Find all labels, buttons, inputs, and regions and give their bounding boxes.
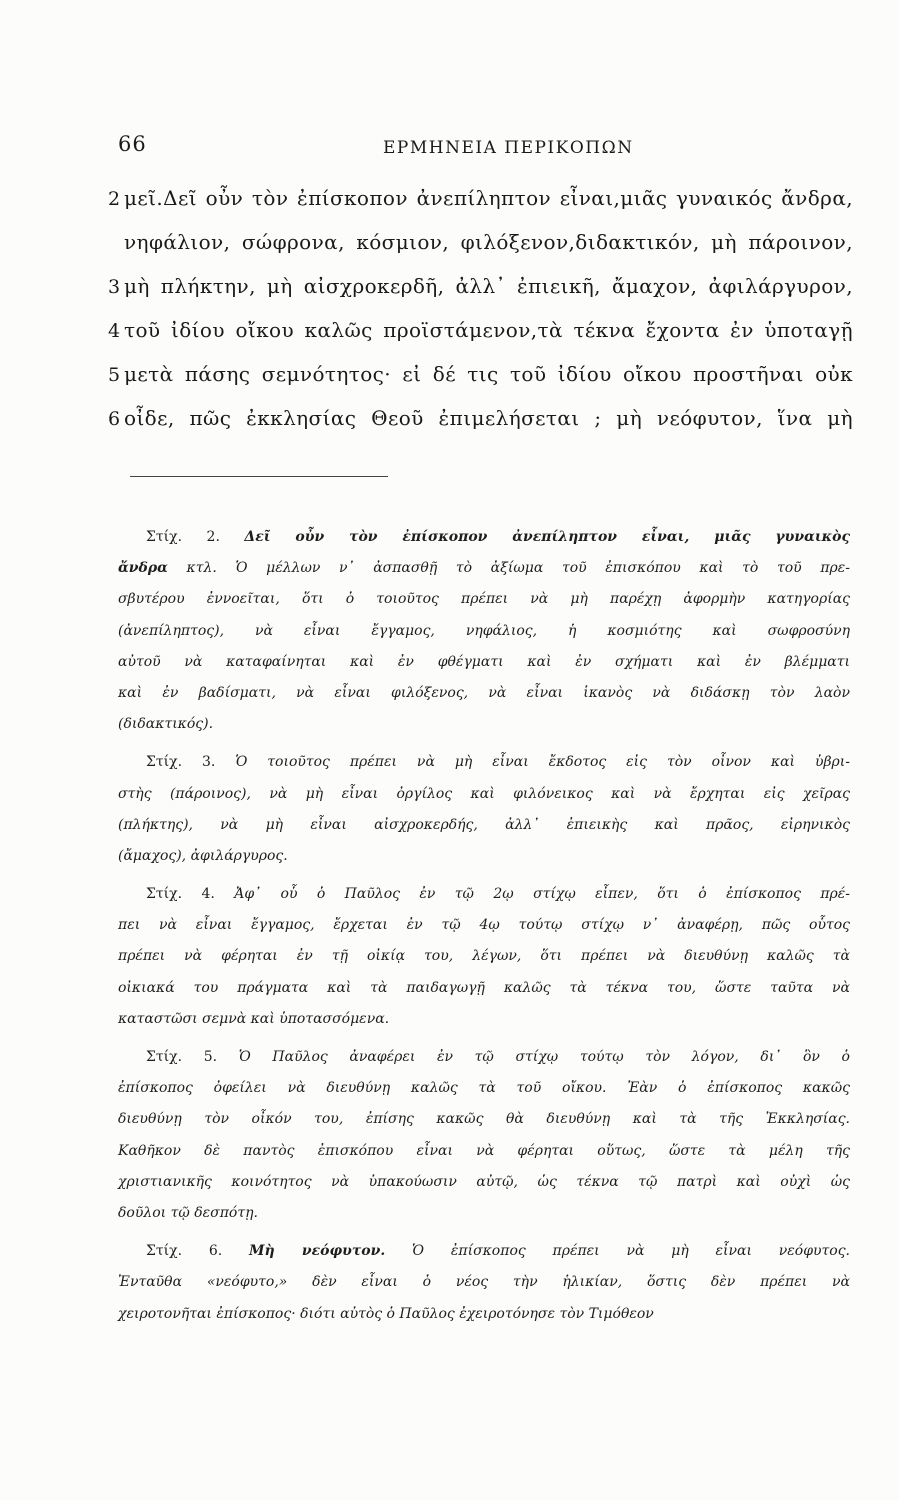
- scripture-line: [108, 318, 853, 362]
- commentary-text: καταστῶσι σεμνὰ καὶ ὑποτασσόμενα.: [118, 1010, 390, 1027]
- commentary-text: δοῦλοι τῷ δεσπότῃ.: [118, 1204, 258, 1221]
- commentary-text: πει νὰ εἶναι ἔγγαμος, ἔρχεται ἐν τῷ 4ῳ τούτῳ στίχῳ ν᾽ ἀναφέρῃ, πῶς οὗτος: [118, 917, 850, 934]
- commentary-text: ἐπίσκοπος ὀφείλει νὰ διευθύνῃ καλῶς τὰ τοῦ οἴκου. Ἐὰν ὁ ἐπίσκοπος κακῶς: [118, 1080, 850, 1097]
- commentary-text: (ἄμαχος), ἀφιλάργυρος.: [118, 847, 288, 864]
- commentary-text: Ἀφ᾽ οὗ ὁ Παῦλος ἐν τῷ 2ῳ στίχῳ εἶπεν, ὅτι ὁ ἐπίσκοπος πρέ-: [234, 886, 851, 903]
- commentary-line: [118, 1104, 850, 1135]
- commentary-text: καὶ ἐν βαδίσματι, νὰ εἶναι φιλόξενος, νὰ εἶναι ἱκανὸς νὰ διδάσκῃ τὸν λαὸν: [118, 684, 850, 701]
- commentary-text: (διδακτικός).: [118, 716, 214, 733]
- commentary-text: κτλ. Ὁ μέλλων ν᾽ ἀσπασθῇ τὸ ἀξίωμα τοῦ ἐπισκόπου καὶ τὸ τοῦ πρε-: [167, 560, 850, 577]
- commentary-line: [118, 779, 850, 810]
- commentary-line: [118, 1136, 850, 1167]
- commentary-text: (πλήκτης), νὰ μὴ εἶναι αἰσχροκερδής, ἀλλ᾽ ἐπιεικὴς καὶ πρᾶος, εἰρηνικὸς: [118, 816, 850, 833]
- commentary-line: [118, 1267, 850, 1298]
- verse-number: 4: [108, 320, 121, 342]
- page-header: [118, 132, 856, 162]
- verse-number: 5: [108, 364, 121, 386]
- commentary-paragraph: [118, 1236, 850, 1330]
- commentary-text: Ὁ Παῦλος ἀναφέρει ἐν τῷ στίχῳ τούτῳ τὸν λόγον, δι᾽ ὃν ὁ: [238, 1049, 850, 1065]
- commentary-paragraph: [118, 522, 850, 740]
- scripture-line: [108, 230, 853, 274]
- commentary-line: [118, 1073, 850, 1104]
- quoted-phrase: ἄνδρα: [118, 560, 168, 577]
- commentary-text: πρέπει νὰ φέρηται ἐν τῇ οἰκίᾳ του, λέγων, ὅτι πρέπει νὰ διευθύνῃ καλῶς τὰ: [118, 948, 850, 965]
- scripture-line-text: τοῦ ἰδίου οἴκου καλῶς προϊστάμενον,τὰ τέκνα ἔχοντα ἐν ὑποταγῇ: [124, 318, 853, 342]
- commentary-text: Ὁ τοιοῦτος πρέπει νὰ μὴ εἶναι ἔκδοτος εἰς τὸν οἶνον καὶ ὑβρι-: [235, 754, 851, 771]
- verse-reference: Στίχ. 2.: [146, 529, 245, 545]
- commentary-text: Καθῆκον δὲ παντὸς ἐπισκόπου εἶναι νὰ φέρηται οὕτως, ὥστε τὰ μέλη τῆς: [118, 1142, 850, 1159]
- commentary-line: [118, 616, 850, 647]
- commentary-text: χειροτονῆται ἐπίσκοπος· διότι αὐτὸς ὁ Παῦλος ἐχειροτόνησε τὸν Τιμόθεον: [118, 1305, 654, 1322]
- commentary-line: [118, 841, 850, 872]
- commentary-line: [118, 1236, 850, 1267]
- verse-number: 2: [108, 188, 121, 210]
- scripture-line: [108, 406, 853, 450]
- quoted-phrase: Μὴ νεόφυτον.: [249, 1243, 386, 1260]
- commentary-line: [118, 1167, 850, 1198]
- commentary-text: αὐτοῦ νὰ καταφαίνηται καὶ ἐν φθέγματι καὶ ἐν σχήματι καὶ ἐν βλέμματι: [118, 653, 850, 670]
- commentary-line: [118, 810, 850, 841]
- commentary-text: οἰκιακά του πράγματα καὶ τὰ παιδαγωγῇ καλῶς τὰ τέκνα του, ὥστε ταῦτα νὰ: [118, 979, 850, 996]
- commentary-text: χριστιανικῆς κοινότητος νὰ ὑπακούωσιν αὐτῷ, ὡς τέκνα τῷ πατρὶ καὶ οὐχὶ ὡς: [118, 1173, 850, 1190]
- commentary-line: [118, 941, 850, 972]
- verse-reference: Στίχ. 6.: [146, 1243, 250, 1260]
- commentary-text: στὴς (πάροινος), νὰ μὴ εἶναι ὀργίλος καὶ φιλόνεικος καὶ νὰ ἔρχηται εἰς χεῖρας: [118, 785, 850, 802]
- commentary-paragraph: [118, 747, 850, 872]
- commentary-paragraph: [118, 879, 850, 1035]
- commentary-line: [118, 879, 850, 910]
- running-title: ΕΡΜΗΝΕΙΑ ΠΕΡΙΚΟΠΩΝ: [383, 138, 634, 158]
- commentary-text: σβυτέρου ἐννοεῖται, ὅτι ὁ τοιοῦτος πρέπει νὰ μὴ παρέχῃ ἀφορμὴν κατηγορίας: [118, 591, 850, 608]
- commentary-line: [118, 584, 850, 615]
- quoted-phrase: Δεῖ οὖν τὸν ἐπίσκοπον ἀνεπίληπτον εἶναι, μιᾶς γυναικὸς: [244, 529, 850, 545]
- commentary-line: [118, 910, 850, 941]
- commentary-line: [118, 647, 850, 678]
- commentary-text: Ὁ ἐπίσκοπος πρέπει νὰ μὴ εἶναι νεόφυτος.: [385, 1243, 851, 1260]
- scripture-text: [108, 186, 853, 450]
- commentary-line: [118, 678, 850, 709]
- scripture-line-text: οἶδε, πῶς ἐκκλησίας Θεοῦ ἐπιμελήσεται ; μὴ νεόφυτον, ἵνα μὴ: [124, 406, 853, 430]
- verse-reference: Στίχ. 4.: [146, 886, 235, 903]
- scripture-line-text: μὴ πλήκτην, μὴ αἰσχροκερδῆ, ἀλλ᾽ ἐπιεικῆ, ἄμαχον, ἀφιλάργυρον,: [124, 274, 853, 298]
- footnote-separator: [130, 476, 388, 477]
- commentary-line: [118, 1042, 850, 1073]
- commentary-line: [118, 1299, 850, 1330]
- verse-number: 3: [108, 276, 121, 298]
- scripture-line-text: μεῖ.Δεῖ οὖν τὸν ἐπίσκοπον ἀνεπίληπτον εἶναι,μιᾶς γυναικός ἄνδρα,: [124, 186, 853, 210]
- page-number: 66: [118, 132, 147, 156]
- scripture-line-text: μετὰ πάσης σεμνότητος· εἰ δέ τις τοῦ ἰδίου οἴκου προστῆναι οὐκ: [124, 362, 853, 386]
- commentary-text: Ἐνταῦθα «νεόφυτο,» δὲν εἶναι ὁ νέος τὴν ἡλικίαν, ὅστις δὲν πρέπει νὰ: [118, 1274, 850, 1291]
- commentary-line: [118, 709, 850, 740]
- commentary-line: [118, 1004, 850, 1035]
- commentary-paragraph: [118, 1042, 850, 1229]
- commentary-line: [118, 1198, 850, 1229]
- scripture-line: [108, 186, 853, 230]
- commentary-line: [118, 553, 850, 584]
- commentary-section: [118, 522, 850, 1337]
- commentary-line: [118, 973, 850, 1004]
- commentary-text: διευθύνῃ τὸν οἶκόν του, ἐπίσης κακῶς θὰ διευθύνῃ καὶ τὰ τῆς Ἐκκλησίας.: [118, 1111, 850, 1128]
- verse-reference: Στίχ. 5.: [146, 1049, 239, 1065]
- commentary-text: (ἀνεπίληπτος), νὰ εἶναι ἔγγαμος, νηφάλιος, ἡ κοσμιότης καὶ σωφροσύνη: [118, 622, 850, 639]
- scripture-line: [108, 362, 853, 406]
- scripture-line-text: νηφάλιον, σώφρονα, κόσμιον, φιλόξενον,διδακτικόν, μὴ πάροινον,: [124, 230, 853, 254]
- commentary-line: [118, 522, 850, 553]
- verse-reference: Στίχ. 3.: [146, 754, 236, 771]
- scripture-line: [108, 274, 853, 318]
- verse-number: 6: [108, 408, 121, 430]
- commentary-line: [118, 747, 850, 778]
